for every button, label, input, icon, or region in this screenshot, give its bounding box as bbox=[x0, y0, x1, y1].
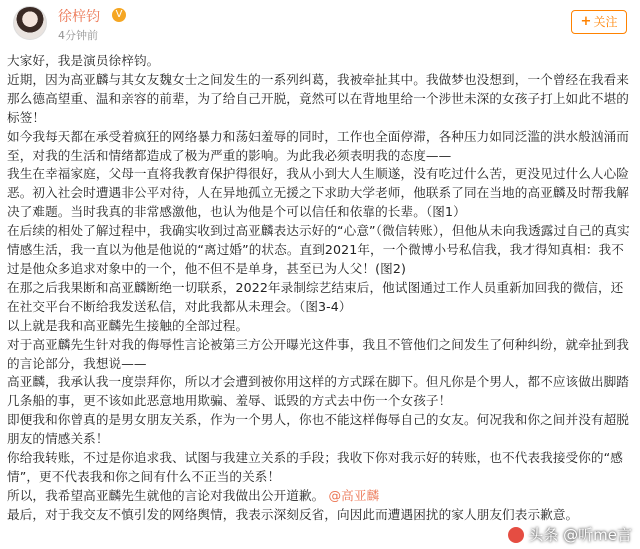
username[interactable]: 徐梓钧 bbox=[58, 9, 100, 25]
follow-label: 关注 bbox=[593, 15, 618, 29]
avatar[interactable] bbox=[13, 6, 47, 40]
paragraph: 即便我和你曾真的是男女朋友关系，作为一个男人，你也不能这样侮辱自己的女友。何况我和你之间并没有超脱朋友的情感关系！ bbox=[7, 412, 629, 447]
toutiao-logo-icon bbox=[508, 527, 524, 543]
paragraph: 如今我每天都在承受着疯狂的网络暴力和荡妇羞辱的同时，工作也全面停滞，各种压力如同泛滥的洪水般汹涌而至，对我的生活和情绪都造成了极为严重的影响。为此我必须表明我的态度—— bbox=[7, 128, 629, 163]
paragraph: 高亚麟，我承认我一度崇拜你，所以才会遭到被你用这样的方式踩在脚下。但凡你是个男人，都不应该做出脚踏几条船的事，更不该如此恶意地用欺骗、羞辱、诋毁的方式去中伤一个女孩子！ bbox=[7, 374, 629, 409]
mention-link[interactable]: @高亚麟 bbox=[328, 487, 380, 503]
paragraph: 近期，因为高亚麟与其女友魏女士之间发生的一系列纠葛，我被牵扯其中。我做梦也没想到，一个曾经在我看来那么德高望重、温和亲容的前辈，为了给自己开脱，竟然可以在背地里给一个涉世未深的女孩子打上如此不堪的标签！ bbox=[7, 71, 629, 125]
post-body bbox=[7, 52, 633, 525]
paragraph: 对于高亚麟先生针对我的侮辱性言论被第三方公开曝光这件事，我且不管他们之间发生了何种纠纷，就牵扯到我的言论部分，我想说—— bbox=[7, 336, 629, 371]
paragraph: 你给我转账，不过是你追求我、试图与我建立关系的手段；我收下你对我示好的转账，也不代表我接受你的“感情”，更不代表我和你之间有什么不正当的关系！ bbox=[7, 450, 623, 484]
timestamp[interactable]: 4分钟前 bbox=[58, 29, 98, 42]
paragraph: 在那之后我果断和高亚麟断绝一切联系，2022年录制综艺结束后，他试图通过工作人员重新加回我的微信，还在社交平台不断给我发送私信，对此我都从未理会。（图3-4） bbox=[7, 279, 624, 314]
paragraph bbox=[7, 487, 633, 506]
paragraph: 大家好，我是演员徐梓钧。 bbox=[7, 53, 160, 68]
vip-badge-icon: V bbox=[112, 8, 126, 22]
watermark-text: 头条 @听me言 bbox=[528, 526, 632, 544]
watermark bbox=[508, 524, 632, 545]
paragraph: 在后续的相处了解过程中，我确实收到过高亚麟表达示好的“心意”（微信转账），但他从未向我透露过自己的真实情感生活，我一直以为他是他说的“离过婚”的状态。直到2021年，一个微博小号私信我，我才得知真相：我不过是他众多追求对象中的一个，他不但不是单身，甚至已为人父！(图2) bbox=[7, 223, 630, 276]
paragraph: 我生在幸福家庭，父母一直将我教育保护得很好，我从小到大人生顺遂，没有吃过什么苦，更没见过什么人心险恶。初入社会时遭遇非公平对待，人在异地孤立无援之下求助大学老师，他联系了同在当地的高亚麟及时帮我解决了难题。当时我真的非常感激他，也认为他是个可以信任和依靠的长辈。（图1） bbox=[7, 166, 629, 220]
paragraph-text: 所以，我希望高亚麟先生就他的言论对我做出公开道歉。 bbox=[7, 487, 325, 503]
post-header bbox=[0, 0, 640, 46]
plus-icon: + bbox=[580, 14, 592, 29]
paragraph: 最后，对于我交友不慎引发的网络舆情，我表示深刻反省，向因此而遭遇困扰的家人朋友们表示歉意。 bbox=[7, 506, 579, 522]
paragraph: 以上就是我和高亚麟先生接触的全部过程。 bbox=[7, 317, 249, 333]
follow-button[interactable] bbox=[571, 10, 627, 34]
